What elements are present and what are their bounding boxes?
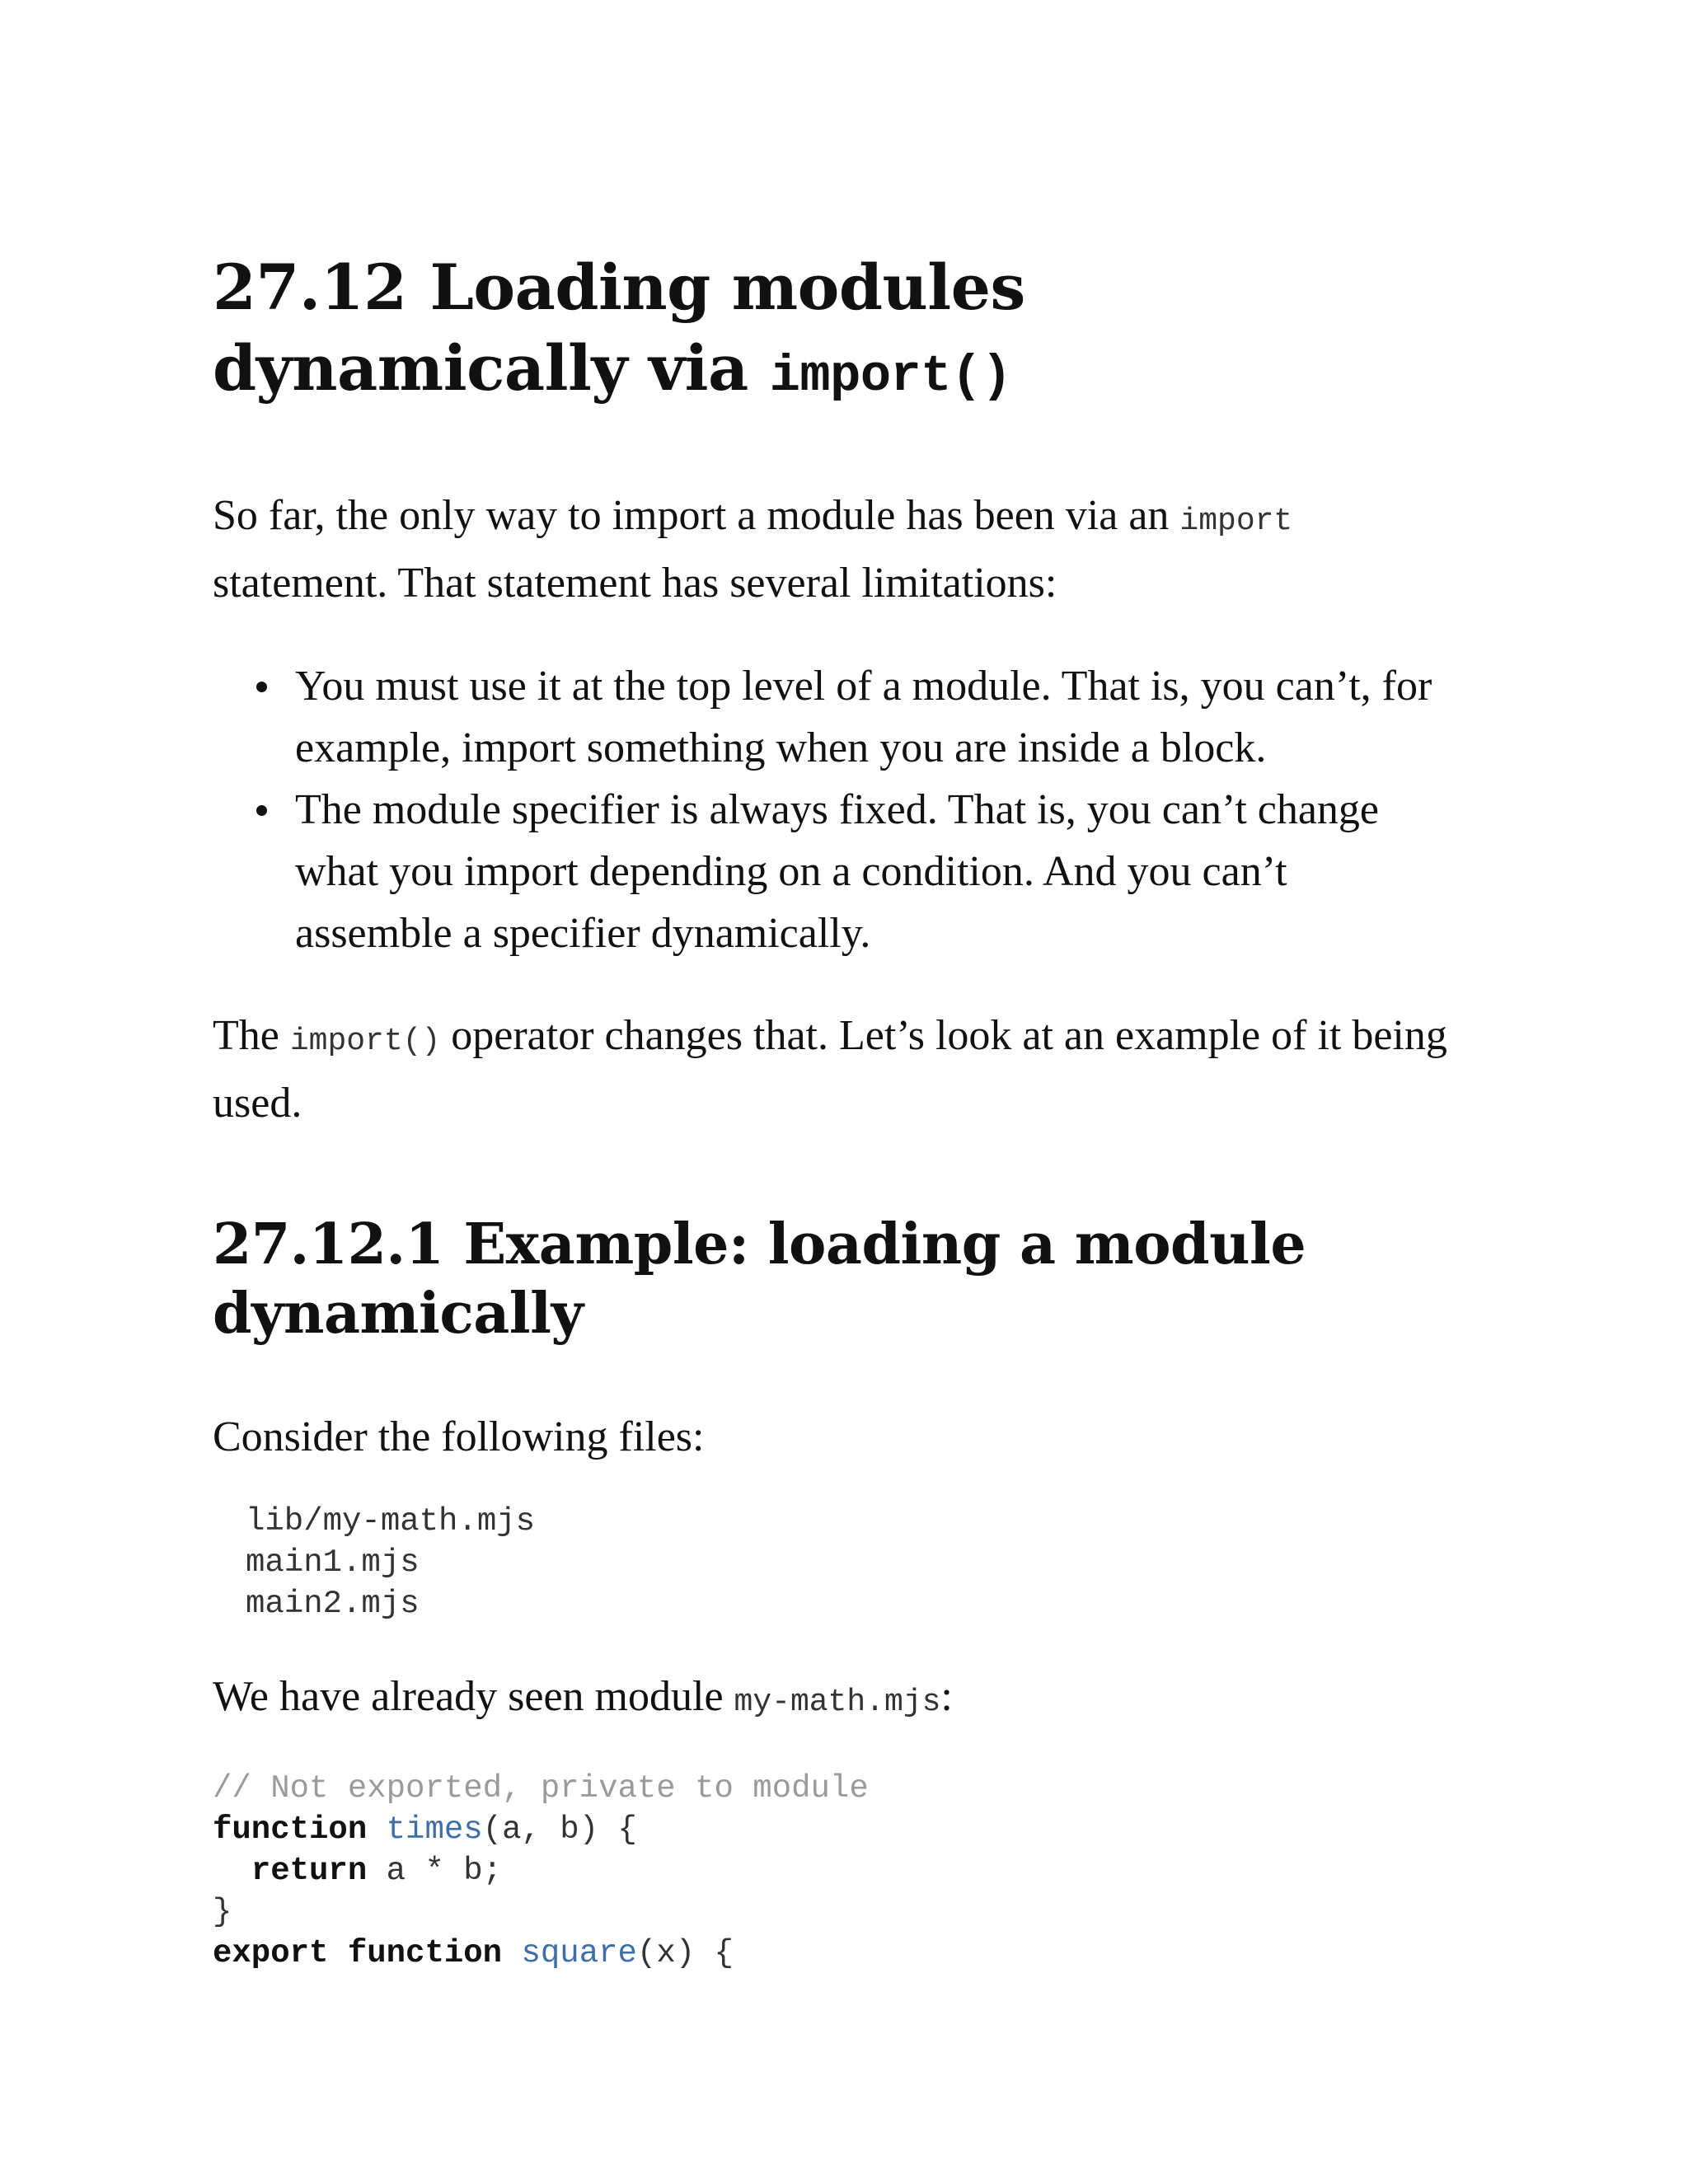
code-keyword: export — [213, 1935, 329, 1971]
code-keyword: function — [213, 1811, 368, 1848]
operator-text-after: operator changes that. Let’s look at an example of it being used. — [213, 1012, 1447, 1127]
limitations-list — [213, 655, 1449, 964]
section-title-text: Loading modules dynamically via — [213, 251, 1025, 405]
subsection-heading — [213, 1210, 1449, 1348]
code-line — [213, 1891, 1449, 1933]
code-keyword: return — [251, 1853, 368, 1889]
list-item: The module specifier is always fixed. That is, you can’t change what you import depending on a condition. And you can’t assemble a specifier dynamically. — [213, 779, 1449, 964]
intro-text-after: statement. That statement has several limitations: — [213, 560, 1057, 607]
file-entry: main2.mjs — [246, 1586, 420, 1622]
section-number: 27.12 — [213, 251, 407, 324]
code-line — [213, 1933, 1449, 1974]
code-brace: } — [213, 1894, 232, 1930]
inline-code-module-name: my-math.mjs — [734, 1685, 941, 1720]
list-item: You must use it at the top level of a module. That is, you can’t, for example, import something when you are inside a block. — [213, 655, 1449, 779]
intro-paragraph — [213, 485, 1449, 614]
module-paragraph — [213, 1666, 1449, 1733]
section-title-code: import() — [769, 347, 1012, 405]
code-function-name: square — [521, 1935, 637, 1971]
subsection-number: 27.12.1 — [213, 1212, 444, 1277]
files-intro: Consider the following files: — [213, 1413, 705, 1460]
file-entry: lib/my-math.mjs — [246, 1503, 536, 1540]
code-line — [213, 1809, 1449, 1850]
code-comment: // Not exported, private to module — [213, 1770, 869, 1807]
intro-text-before: So far, the only way to import a module has been via an — [213, 492, 1170, 539]
code-line — [213, 1768, 1449, 1809]
code-function-name: times — [386, 1811, 483, 1848]
code-params: (a, b) { — [482, 1811, 637, 1848]
section-heading — [213, 247, 1449, 417]
code-line — [213, 1850, 1449, 1891]
file-list — [213, 1501, 1449, 1624]
module-text-before: We have already seen module — [213, 1673, 724, 1720]
code-keyword: function — [347, 1935, 503, 1971]
code-expression: a * b; — [386, 1853, 503, 1889]
operator-text-before: The — [213, 1012, 279, 1059]
code-block — [213, 1768, 1449, 1974]
document-page — [213, 247, 1449, 1974]
inline-code-import: import — [1179, 504, 1293, 539]
code-params: (x) { — [636, 1935, 734, 1971]
subsection-title: Example: loading a module dynamically — [213, 1212, 1306, 1347]
inline-code-import-call: import() — [289, 1024, 441, 1059]
operator-paragraph — [213, 1005, 1449, 1134]
file-entry: main1.mjs — [246, 1544, 420, 1581]
module-text-after: : — [940, 1673, 953, 1720]
